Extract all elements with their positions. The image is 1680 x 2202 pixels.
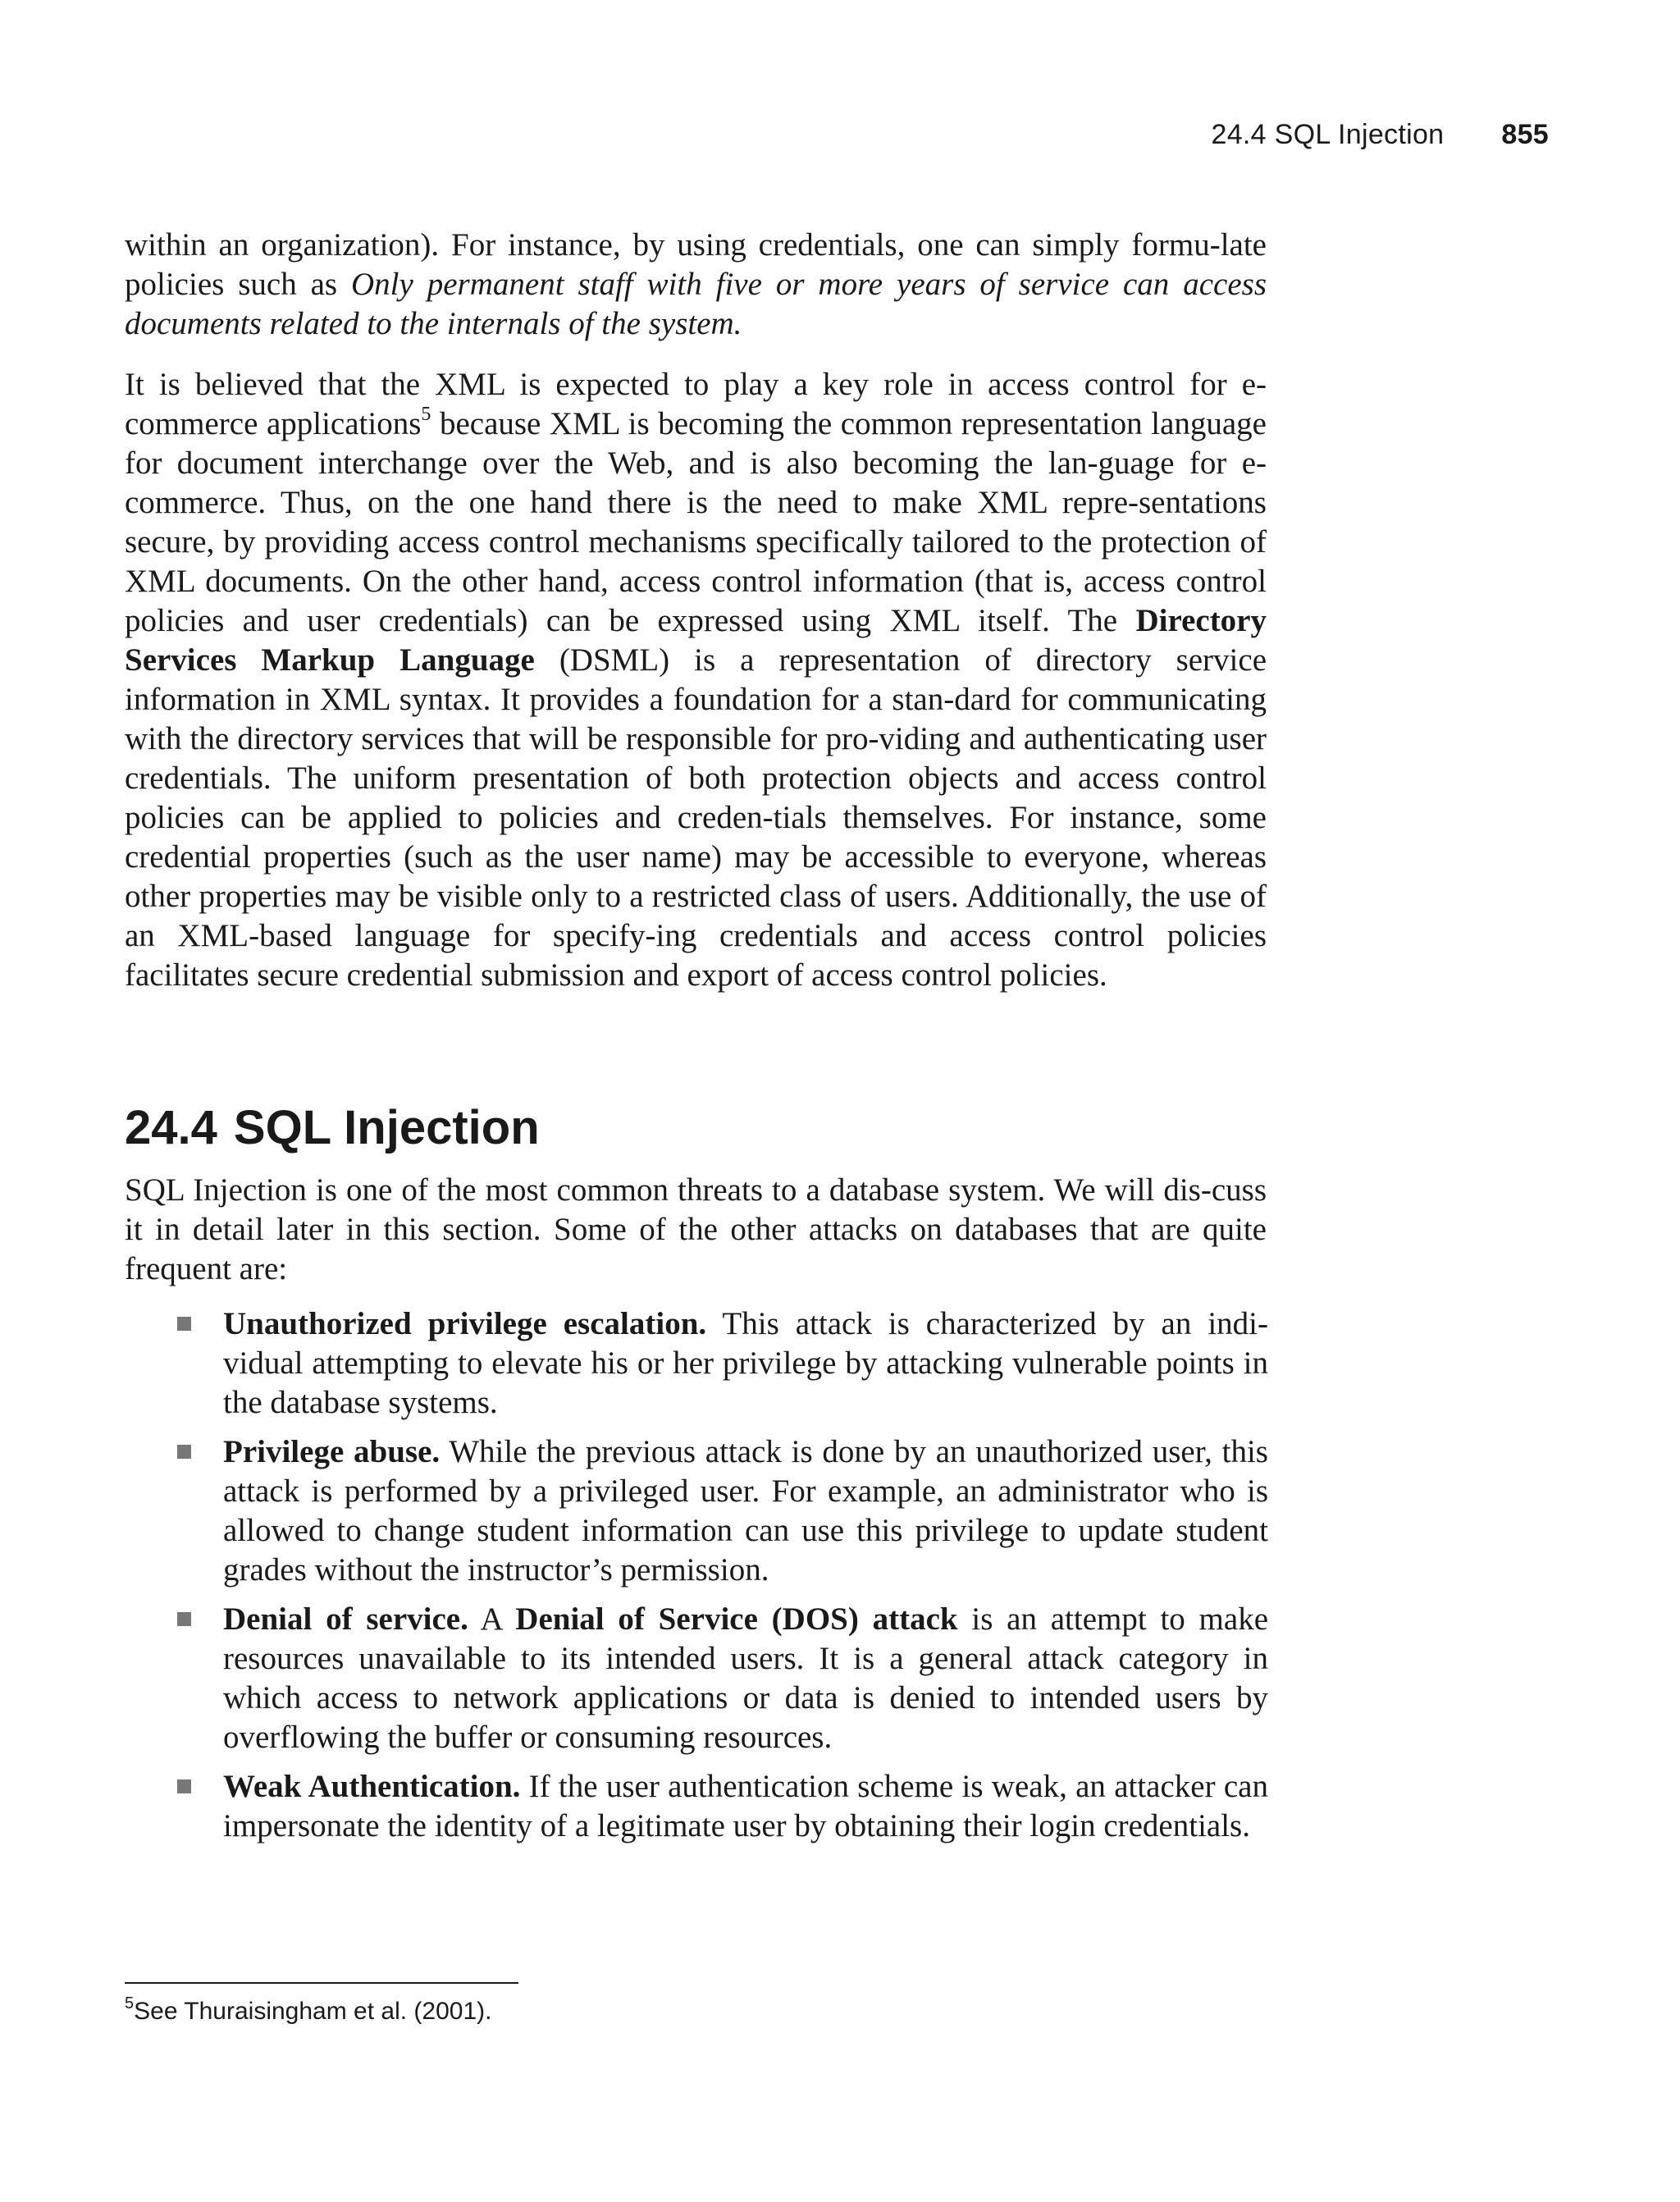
para1-text: within an organization). For instance, by using credentials, one can simply formu-late policies such as bbox=[125, 227, 1267, 302]
list-item-text: This attack is characterized by an indi-vidual attempting to elevate his or her privilege by attacking vulnerable points in the database systems. bbox=[223, 1306, 1269, 1420]
section-title: SQL Injection bbox=[233, 1101, 540, 1154]
list-item-term: Privilege abuse. bbox=[223, 1434, 441, 1469]
para2-text-2: because XML is becoming the common representation language for document interchange over the Web, and is also becoming the lan-guage for e-commerce. Thus, on the one hand there is the need to make XML repre-sentations secure, by providing access control mechanisms specifically tailored to the protection of XML documents. On the other hand, access control information (that is, access control policies and user credentials) can be expressed using XML itself. The bbox=[125, 406, 1267, 638]
footnote-divider bbox=[125, 1982, 518, 1984]
running-head-section: 24.4 SQL Injection bbox=[1211, 119, 1445, 150]
section-number: 24.4 bbox=[125, 1101, 217, 1154]
footnote bbox=[125, 1995, 492, 2028]
list-item-text: is an attempt to make resources unavailable to its intended users. It is a general attack category in which access to network applications or data is denied to intended users by overflowing the buffer or consuming resources. bbox=[223, 1601, 1269, 1755]
footnote-reference: 5 bbox=[421, 404, 431, 425]
section-intro bbox=[125, 1171, 1267, 1300]
footnote-mark: 5 bbox=[125, 1994, 135, 2012]
running-head bbox=[1211, 119, 1549, 151]
paragraph-continued bbox=[125, 226, 1267, 354]
list-item-text: If the user authentication scheme is weak, an attacker can impersonate the identity of a legitimate user by obtaining their login credentials. bbox=[223, 1769, 1268, 1843]
bullet-square-icon bbox=[177, 1779, 191, 1793]
para2-text-3: (DSML) is a representation of directory service information in XML syntax. It provides a foundation for a stan-dard for communicating with the directory services that will be responsible for pro-viding and authenticating user credentials. The uniform presentation of both protection objects and access control policies can be applied to policies and creden-tials themselves. For instance, some credential properties (such as the user name) may be accessible to everyone, whereas other properties may be visible only to a restricted class of users. Additionally, the use of an XML-based language for specify-ing credentials and access control policies facilitates secure credential submission and export of access control policies. bbox=[125, 642, 1267, 993]
list-item bbox=[177, 1432, 1268, 1590]
para1-policy-example: Only permanent staff with five or more years of service can access documents related to the internals of the system. bbox=[125, 267, 1267, 341]
dsml-term: Directory Services Markup Language bbox=[125, 603, 1267, 678]
list-item-term: Unauthorized privilege escalation. bbox=[223, 1306, 707, 1341]
page-number: 855 bbox=[1501, 119, 1549, 150]
bullet-square-icon bbox=[177, 1612, 191, 1626]
list-item-pre: A bbox=[468, 1601, 516, 1637]
list-item-term: Weak Authentication. bbox=[223, 1769, 521, 1804]
list-item bbox=[177, 1767, 1268, 1846]
list-item bbox=[177, 1600, 1268, 1757]
list-item-term-2: Denial of Service (DOS) attack bbox=[515, 1601, 958, 1637]
list-item-term: Denial of service. bbox=[223, 1601, 468, 1637]
intro-text: SQL Injection is one of the most common threats to a database system. We will dis-cuss it in detail later in this section. Some of the other attacks on databases that are quite frequent are: bbox=[125, 1172, 1267, 1286]
bullet-square-icon bbox=[177, 1317, 191, 1331]
paragraph-xml-access-control bbox=[125, 365, 1267, 1006]
list-item-text: While the previous attack is done by an unauthorized user, this attack is performed by a privileged user. For example, an administrator who is allowed to change student information can use this privilege to update student grades without the instructor’s permission. bbox=[223, 1434, 1268, 1588]
section-heading bbox=[125, 1099, 540, 1157]
para2-text-1: It is believed that the XML is expected to play a key role in access control for e-commerce applications bbox=[125, 367, 1267, 441]
attack-list bbox=[177, 1304, 1268, 1856]
list-item bbox=[177, 1304, 1268, 1423]
bullet-square-icon bbox=[177, 1445, 191, 1459]
footnote-text: See Thuraisingham et al. (2001). bbox=[134, 1998, 492, 2025]
